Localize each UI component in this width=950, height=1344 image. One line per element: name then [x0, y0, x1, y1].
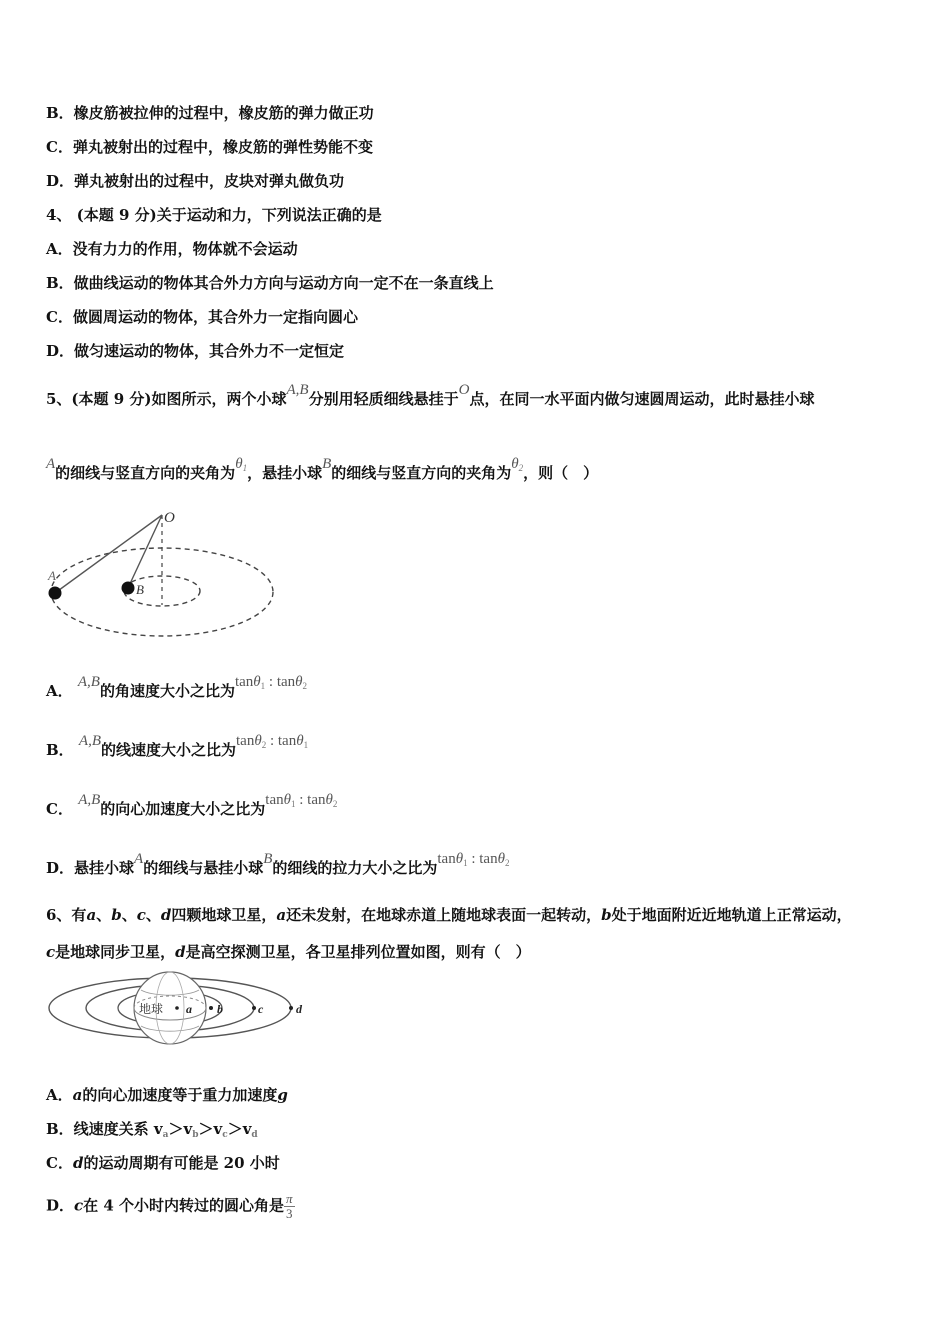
- label-o: O: [164, 510, 175, 526]
- q5-option-b: B． A,B的线速度大小之比为tanθ$_2$ : tanθ$_1$: [46, 733, 309, 759]
- q3-option-b: B．橡皮筋被拉伸的过程中，橡皮筋的弹力做正功: [46, 104, 374, 122]
- satellite-a: [175, 1006, 179, 1010]
- fraction-pi-over-3: $\frac{\pi}{3}$: [286, 1191, 293, 1221]
- conical-pendulum-figure: [44, 505, 284, 645]
- q3-option-c: C．弹丸被射出的过程中，橡皮筋的弹性势能不变: [46, 138, 373, 156]
- q4-option-a: A．没有力力的作用，物体就不会运动: [46, 240, 298, 258]
- svg-text:b: b: [217, 1002, 223, 1016]
- satellite-orbits-figure: [46, 970, 316, 1052]
- q6-stem-line2: c是地球同步卫星，d是高空探测卫星，各卫星排列位置如图，则有（ ）: [46, 943, 531, 961]
- q6-option-a: A．a的向心加速度等于重力加速度g: [46, 1086, 288, 1104]
- q3-option-d: D．弹丸被射出的过程中，皮块对弹丸做负功: [46, 172, 345, 190]
- q5-option-a: A． A,B的角速度大小之比为tanθ$_1$ : tanθ$_2$: [46, 674, 308, 700]
- q6-stem-line1: 6、有a、b、c、d四颗地球卫星，a还未发射，在地球赤道上随地球表面一起转动，b处于地面附近近地轨道上正常运动，: [46, 906, 852, 924]
- q4-option-d: D．做匀速运动的物体，其合外力不一定恒定: [46, 342, 345, 360]
- math-ab: A,B: [286, 382, 309, 398]
- q5-stem-line2: A的细线与竖直方向的夹角为$\theta_1$，悬挂小球B的细线与竖直方向的夹角为$\theta_2$，则（ ）: [46, 456, 599, 482]
- satellite-b: [209, 1006, 213, 1010]
- svg-text:a: a: [186, 1002, 192, 1016]
- q5-stem-line1: 5、(本题 9 分)如图所示，两个小球A,B分别用轻质细线悬挂于O点，在同一水平面内做匀速圆周运动，此时悬挂小球: [46, 382, 815, 408]
- satellite-c: [252, 1006, 256, 1010]
- earth-label: 地球: [139, 1002, 164, 1016]
- q4-option-b: B．做曲线运动的物体其合外力方向与运动方向一定不在一条直线上: [46, 274, 494, 292]
- label-b: B: [136, 582, 144, 597]
- label-a: A: [48, 568, 56, 583]
- q4-stem: 4、 (本题 9 分)关于运动和力，下列说法正确的是: [46, 206, 382, 224]
- q5-option-d: D．悬挂小球A的细线与悬挂小球B的细线的拉力大小之比为tanθ$_1$ : tanθ$_2$: [46, 851, 510, 877]
- q6-option-d: D．c在 4 个小时内转过的圆心角是 $\frac{\pi}{3}$: [46, 1191, 293, 1221]
- string-b: [128, 515, 162, 588]
- math-o: O: [458, 382, 470, 398]
- outer-orbit: [51, 548, 273, 636]
- string-a: [55, 515, 162, 593]
- q6-option-c: C．d的运动周期有可能是 20 小时: [46, 1154, 280, 1172]
- ball-b: [122, 582, 135, 595]
- q4-option-c: C．做圆周运动的物体，其合外力一定指向圆心: [46, 308, 358, 326]
- ball-a: [49, 587, 62, 600]
- q6-option-b: B．线速度关系 $v_a>v_b>v_c>v_d$: [46, 1120, 258, 1140]
- svg-text:c: c: [258, 1002, 264, 1016]
- satellite-d: [289, 1006, 293, 1010]
- svg-text:d: d: [296, 1002, 302, 1016]
- q5-option-c: C． A,B的向心加速度大小之比为tanθ$_1$ : tanθ$_2$: [46, 792, 338, 818]
